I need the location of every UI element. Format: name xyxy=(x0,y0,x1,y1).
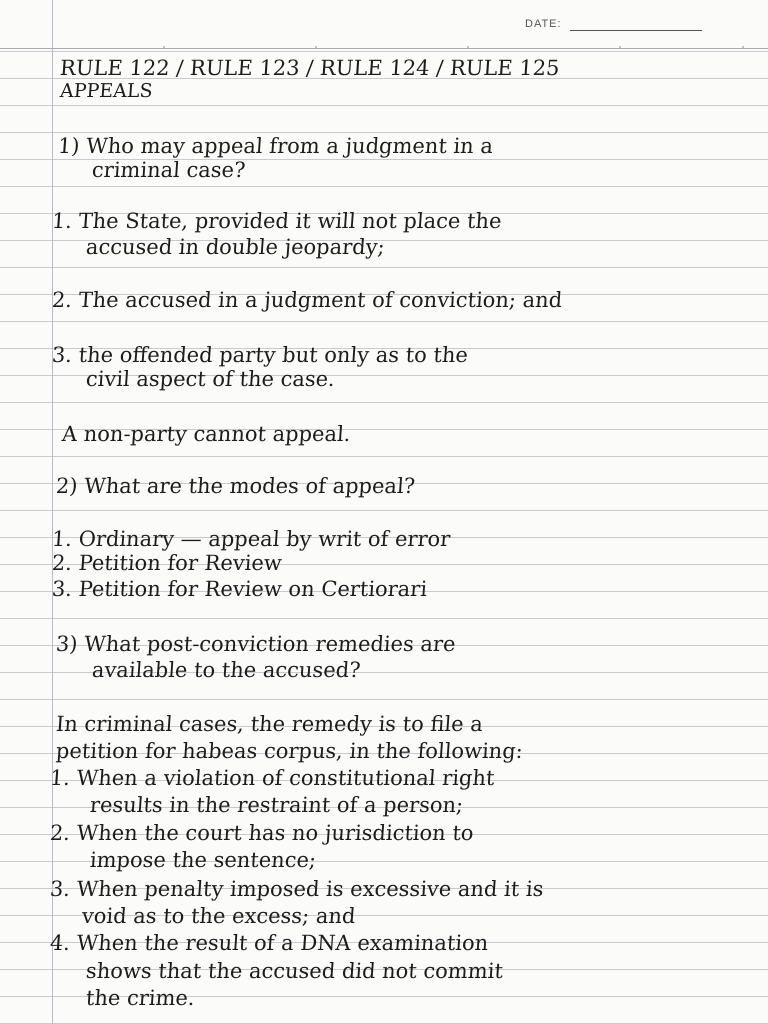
answer-3-item-4: 4. When the result of a DNA examination xyxy=(49,931,490,955)
binder-dot xyxy=(315,46,317,48)
date-blank-line xyxy=(570,30,702,31)
answer-1-item-3: 3. the offended party but only as to the xyxy=(51,343,469,367)
question-2: 2) What are the modes of appeal? xyxy=(55,474,416,498)
answer-1-item-1-cont: accused in double jeopardy; xyxy=(85,235,386,259)
binder-dot xyxy=(467,46,469,48)
header-rule xyxy=(0,48,768,49)
answer-3-item-1: 1. When a violation of constitutional right xyxy=(49,766,496,790)
answer-3-item-3-cont: void as to the excess; and xyxy=(81,904,357,928)
answer-1-item-3-cont: civil aspect of the case. xyxy=(85,367,336,391)
answer-3-intro: In criminal cases, the remedy is to file a xyxy=(55,712,484,736)
answer-1-note: A non-party cannot appeal. xyxy=(61,422,352,446)
binder-dot xyxy=(619,46,621,48)
question-3-cont: available to the accused? xyxy=(91,658,362,682)
binder-dot xyxy=(163,46,165,48)
answer-2-item-3: 3. Petition for Review on Certiorari xyxy=(51,577,428,601)
answer-1-item-1: 1. The State, provided it will not place the xyxy=(51,209,503,233)
answer-3-item-2: 2. When the court has no jurisdiction to xyxy=(49,821,475,845)
date-label: DATE: xyxy=(525,18,562,30)
answer-3-item-1-cont: results in the restraint of a person; xyxy=(89,793,465,817)
notes-title: RULE 122 / RULE 123 / RULE 124 / RULE 125 xyxy=(59,56,561,80)
answer-1-item-2: 2. The accused in a judgment of conviction; and xyxy=(51,288,564,312)
answer-3-item-2-cont: impose the sentence; xyxy=(89,848,317,872)
binder-dot xyxy=(742,46,744,48)
notes-subtitle: APPEALS xyxy=(59,80,154,102)
answer-3-item-4-cont-2: the crime. xyxy=(85,986,196,1010)
answer-3-intro-cont: petition for habeas corpus, in the following: xyxy=(55,739,524,763)
answer-2-item-1: 1. Ordinary — appeal by writ of error xyxy=(51,527,452,551)
question-1-cont: criminal case? xyxy=(91,158,247,182)
margin-line xyxy=(52,0,53,1024)
answer-2-item-2: 2. Petition for Review xyxy=(51,551,283,575)
answer-3-item-3: 3. When penalty imposed is excessive and it is xyxy=(49,877,545,901)
answer-3-item-4-cont: shows that the accused did not commit xyxy=(85,959,504,983)
question-1: 1) Who may appeal from a judgment in a xyxy=(57,134,494,158)
question-3: 3) What post-conviction remedies are xyxy=(55,632,457,656)
